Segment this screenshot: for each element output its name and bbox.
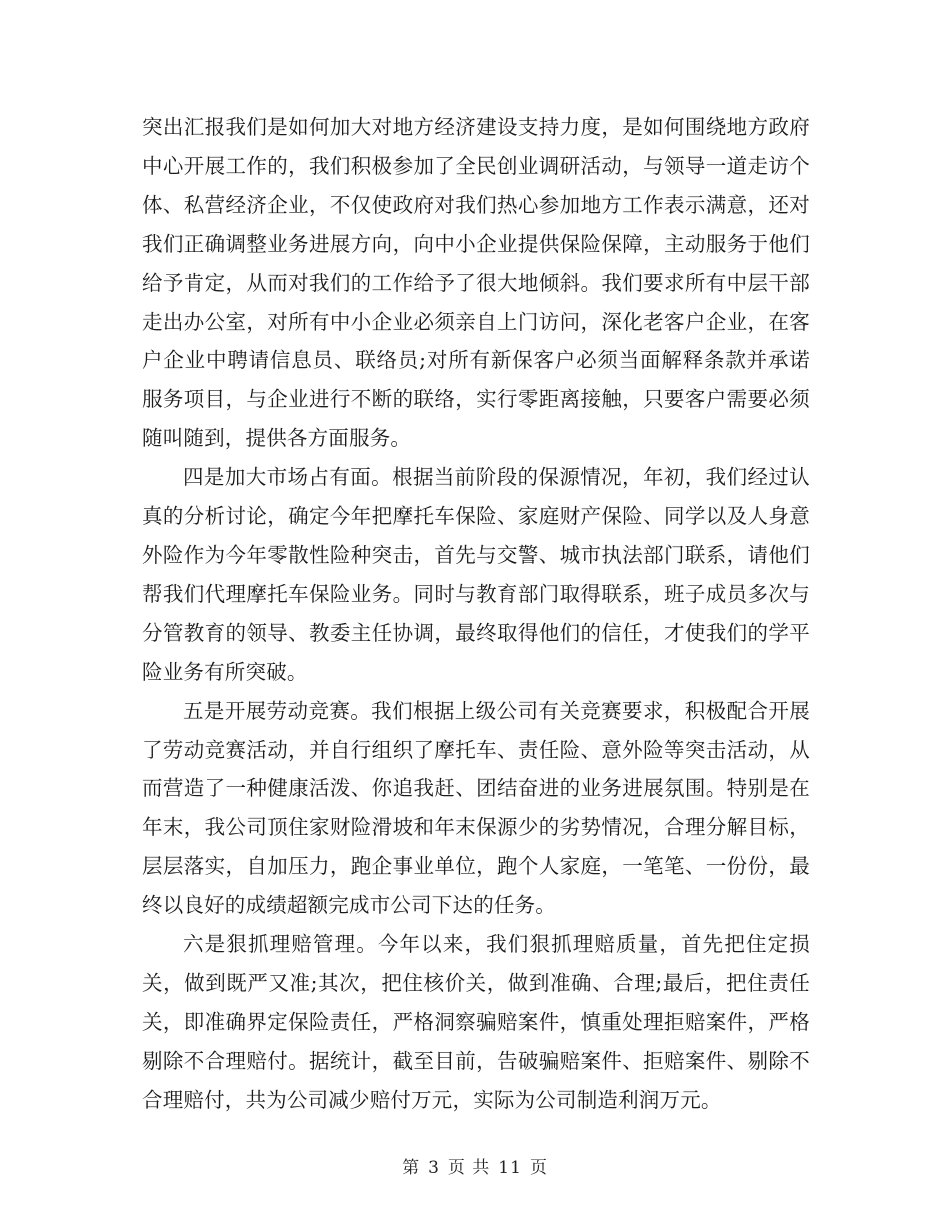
footer-middle: 页 共 [447, 1158, 491, 1178]
paragraph-claims-management: 六是狠抓理赔管理。今年以来，我们狠抓理赔质量，首先把住定损关，做到既严又准;其次，把住核价关，做到准确、合理;最后，把住责任关，即准确界定保险责任，严格洞察骗赔案件，慎重处理拒赔案件，严格剔除不合理赔付。据统计，截至目前，告破骗赔案件、拒赔案件、剔除不合理赔付，共为公司减少赔付万元，实际为公司制造利润万元。 [142, 932, 810, 1112]
document-body [142, 108, 810, 1120]
page-footer [0, 1153, 950, 1178]
footer-suffix: 页 [529, 1158, 548, 1178]
footer-total-pages: 11 [498, 1158, 522, 1178]
footer-page-number: 3 [428, 1158, 440, 1178]
paragraph-labor-competition: 五是开展劳动竞赛。我们根据上级公司有关竞赛要求，积极配合开展了劳动竞赛活动，并自行组织了摩托车、责任险、意外险等突击活动，从而营造了一种健康活泼、你追我赶、团结奋进的业务进展氛围。特别是在年末，我公司顶住家财险滑坡和年末保源少的劣势情况，合理分解目标，层层落实，自加压力，跑企事业单位，跑个人家庭，一笔笔、一份份，最终以良好的成绩超额完成市公司下达的任务。 [142, 698, 810, 918]
footer-prefix: 第 [402, 1158, 421, 1178]
paragraph-market-share: 四是加大市场占有面。根据当前阶段的保源情况，年初，我们经过认真的分析讨论，确定今年把摩托车保险、家庭财产保险、同学以及人身意外险作为今年零散性险种突击，首先与交警、城市执法部门联系，请他们帮我们代理摩托车保险业务。同时与教育部门取得联系，班子成员多次与分管教育的领导、教委主任协调，最终取得他们的信任，才使我们的学平险业务有所突破。 [142, 465, 810, 684]
paragraph-continued: 突出汇报我们是如何加大对地方经济建设支持力度，是如何围绕地方政府中心开展工作的，我们积极参加了全民创业调研活动，与领导一道走访个体、私营经济企业，不仅使政府对我们热心参加地方工作表示满意，还对我们正确调整业务进展方向，向中小企业提供保险保障，主动服务于他们给予肯定，从而对我们的工作给予了很大地倾斜。我们要求所有中层干部走出办公室，对所有中小企业必须亲自上门访问，深化老客户企业，在客户企业中聘请信息员、联络员;对所有新保客户必须当面解释条款并承诺服务项目，与企业进行不断的联络，实行零距离接触，只要客户需要必须随叫随到，提供各方面服务。 [142, 115, 810, 451]
